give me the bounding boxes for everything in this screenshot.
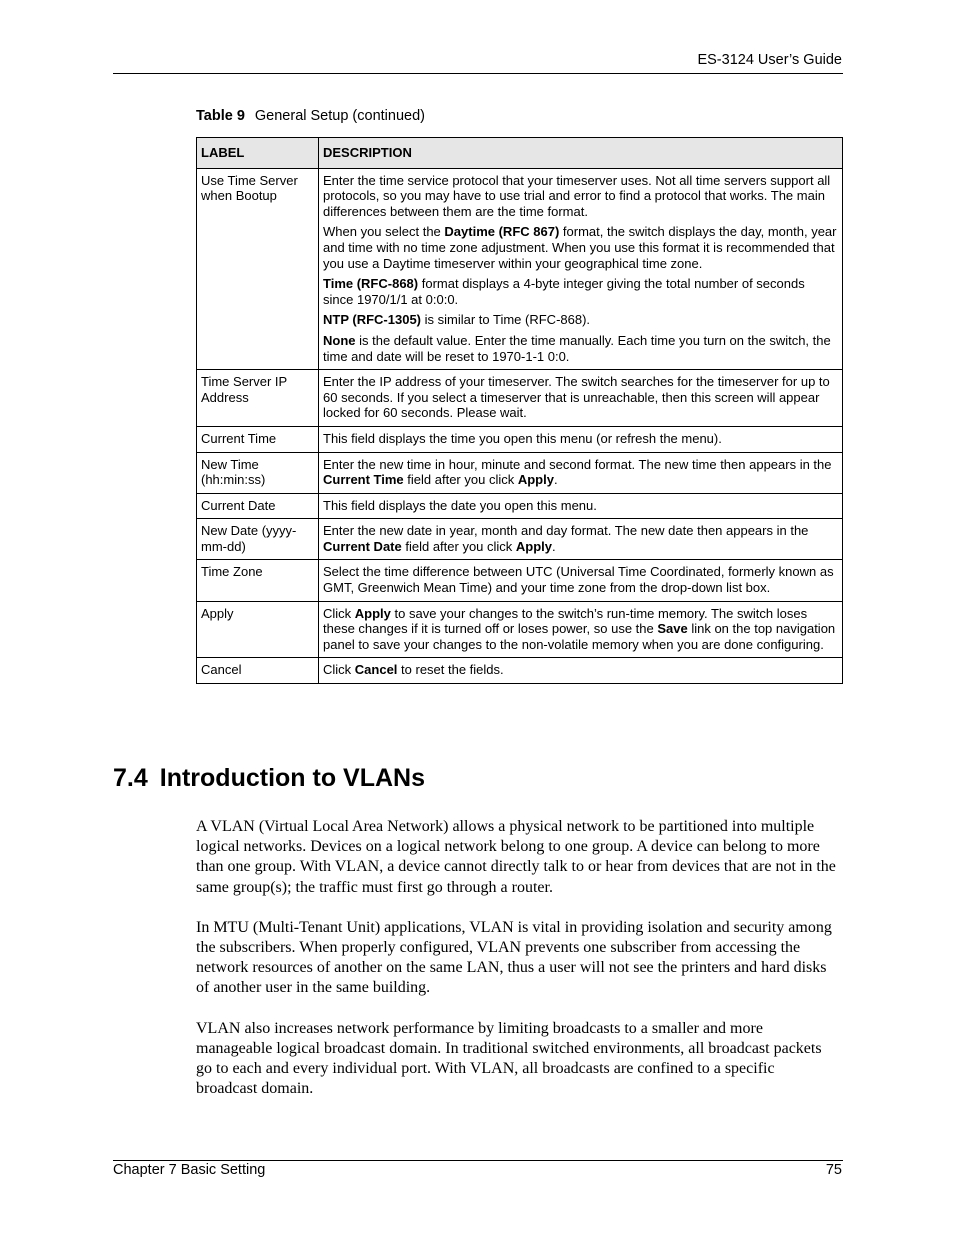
table-body bbox=[197, 168, 843, 683]
description-text: Click bbox=[323, 605, 355, 621]
description-emphasis: Apply bbox=[517, 472, 554, 488]
table-caption bbox=[196, 108, 425, 124]
row-label: Apply bbox=[197, 601, 319, 658]
running-header-title: ES-3124 User’s Guide bbox=[697, 52, 842, 68]
row-label: Time Zone bbox=[197, 560, 319, 601]
description-paragraph bbox=[323, 457, 837, 488]
body-paragraph: In MTU (Multi-Tenant Unit) applications, VLAN is vital in providing isolation and security among the subscribers. When properly configured, VLAN prevents one subscriber from accessing the network resources of another on the same LAN, thus a user will not see the printers and hard disks of another user in the same building. bbox=[196, 918, 832, 997]
description-emphasis: Apply bbox=[354, 605, 391, 621]
row-description bbox=[319, 370, 843, 427]
table-row bbox=[197, 519, 843, 560]
column-header-description: DESCRIPTION bbox=[319, 138, 843, 169]
description-text: field after you click bbox=[403, 472, 518, 488]
section-number: 7.4 bbox=[113, 764, 148, 792]
row-description bbox=[319, 519, 843, 560]
description-text: Enter the new date in year, month and day format. The new date then appears in the bbox=[323, 523, 809, 539]
row-description bbox=[319, 658, 843, 684]
description-text: . bbox=[552, 538, 556, 554]
description-text: This field displays the time you open this menu (or refresh the menu). bbox=[323, 430, 722, 446]
header-divider bbox=[113, 73, 843, 74]
description-emphasis: Current Date bbox=[323, 538, 402, 554]
table-row bbox=[197, 601, 843, 658]
general-setup-table bbox=[196, 137, 843, 684]
footer-divider bbox=[113, 1160, 843, 1161]
description-paragraph bbox=[323, 312, 837, 328]
description-text: Enter the time service protocol that your timeserver uses. Not all time servers support all protocols, so you may have to use trial and error to find a protocol that works. The main differences between them are the time format. bbox=[323, 172, 831, 219]
row-label: Current Time bbox=[197, 426, 319, 452]
description-text: to reset the fields. bbox=[397, 662, 504, 678]
description-text: format, the switch displays the day, month, year and time with no time zone adjustment. When you use this format it is recommended that you use a Daytime timeserver within your geographical time zone. bbox=[323, 224, 837, 271]
row-label: New Date (yyyy-mm-dd) bbox=[197, 519, 319, 560]
body-paragraph: A VLAN (Virtual Local Area Network) allows a physical network to be partitioned into multiple logical networks. Devices on a logical network belong to one group. A device can belong to more than one group. With VLAN, a device cannot directly talk to or hear from devices that are not in the same group(s); the traffic must first go through a router. bbox=[196, 818, 836, 896]
row-label: New Time (hh:min:ss) bbox=[197, 452, 319, 493]
description-emphasis: None bbox=[323, 332, 356, 348]
table-row bbox=[197, 370, 843, 427]
description-text: link on the top navigation panel to save your changes to the non-volatile memory when you are done configuring. bbox=[323, 621, 836, 652]
description-paragraph bbox=[323, 333, 837, 364]
row-description bbox=[319, 168, 843, 370]
section-body bbox=[196, 817, 836, 1119]
table-row bbox=[197, 493, 843, 519]
row-description bbox=[319, 426, 843, 452]
description-text: to save your changes to the switch’s run-time memory. The switch loses these changes if it is turned off or loses power, so use the bbox=[323, 605, 808, 637]
section-heading bbox=[113, 764, 425, 793]
row-label: Current Date bbox=[197, 493, 319, 519]
table-row bbox=[197, 426, 843, 452]
table-row bbox=[197, 168, 843, 370]
table-header-row bbox=[197, 138, 843, 169]
description-paragraph bbox=[323, 173, 837, 220]
footer-page-number: 75 bbox=[825, 1162, 842, 1178]
description-text: field after you click bbox=[401, 538, 516, 554]
description-emphasis: Time (RFC-868) bbox=[323, 276, 419, 292]
description-paragraph bbox=[323, 276, 837, 307]
table-row bbox=[197, 658, 843, 684]
row-description bbox=[319, 452, 843, 493]
row-label: Time Server IP Address bbox=[197, 370, 319, 427]
table-row bbox=[197, 452, 843, 493]
row-description bbox=[319, 601, 843, 658]
description-paragraph bbox=[323, 431, 837, 447]
description-text: Enter the IP address of your timeserver. The switch searches for the timeserver for up to 60 seconds. If you select a timeserver that is unreachable, then this screen will appear locked for 60 seconds. Please wait. bbox=[323, 374, 830, 421]
column-header-label: LABEL bbox=[197, 138, 319, 169]
description-text: . bbox=[553, 472, 558, 488]
description-emphasis: NTP (RFC-1305) bbox=[323, 312, 422, 328]
description-paragraph bbox=[323, 523, 837, 554]
description-emphasis: Save bbox=[657, 621, 688, 637]
description-paragraph bbox=[323, 564, 837, 595]
row-label: Cancel bbox=[197, 658, 319, 684]
section-title: Introduction to VLANs bbox=[159, 764, 426, 792]
description-paragraph bbox=[323, 606, 837, 653]
row-description bbox=[319, 493, 843, 519]
description-text: format displays a 4-byte integer giving the total number of seconds since 1970/1/1 at 0:0:0. bbox=[323, 276, 805, 307]
row-label: Use Time Server when Bootup bbox=[197, 168, 319, 370]
description-emphasis: Daytime (RFC 867) bbox=[444, 224, 560, 240]
description-text: Select the time difference between UTC (Universal Time Coordinated, formerly known as GMT, Greenwich Mean Time) and your time zone from the drop-down list box. bbox=[323, 564, 834, 596]
description-text: Click bbox=[323, 662, 355, 678]
description-paragraph bbox=[323, 498, 837, 514]
description-paragraph bbox=[323, 374, 837, 421]
table-caption-label: Table 9 bbox=[196, 108, 245, 124]
description-text: is similar to Time (RFC-868). bbox=[421, 312, 591, 328]
description-paragraph bbox=[323, 224, 837, 271]
body-paragraph: VLAN also increases network performance by limiting broadcasts to a smaller and more manageable logical broadcast domain. In traditional switched environments, all broadcast packets go to each and every individual port. With VLAN, all broadcasts are confined to a specific broadcast domain. bbox=[196, 1019, 822, 1098]
description-text: is the default value. Enter the time manually. Each time you turn on the switch, the time and date will be reset to 1970-1-1 0:0. bbox=[323, 332, 831, 364]
description-text: Enter the new time in hour, minute and second format. The new time then appears in the bbox=[323, 456, 832, 472]
description-emphasis: Apply bbox=[515, 538, 553, 554]
description-emphasis: Current Time bbox=[323, 472, 404, 488]
row-description bbox=[319, 560, 843, 601]
description-paragraph bbox=[323, 662, 837, 678]
description-emphasis: Cancel bbox=[354, 662, 398, 678]
table-caption-text: General Setup (continued) bbox=[254, 108, 425, 124]
table-row bbox=[197, 560, 843, 601]
description-text: When you select the bbox=[323, 224, 445, 240]
description-text: This field displays the date you open this menu. bbox=[323, 497, 597, 513]
footer-chapter: Chapter 7 Basic Setting bbox=[113, 1162, 266, 1178]
